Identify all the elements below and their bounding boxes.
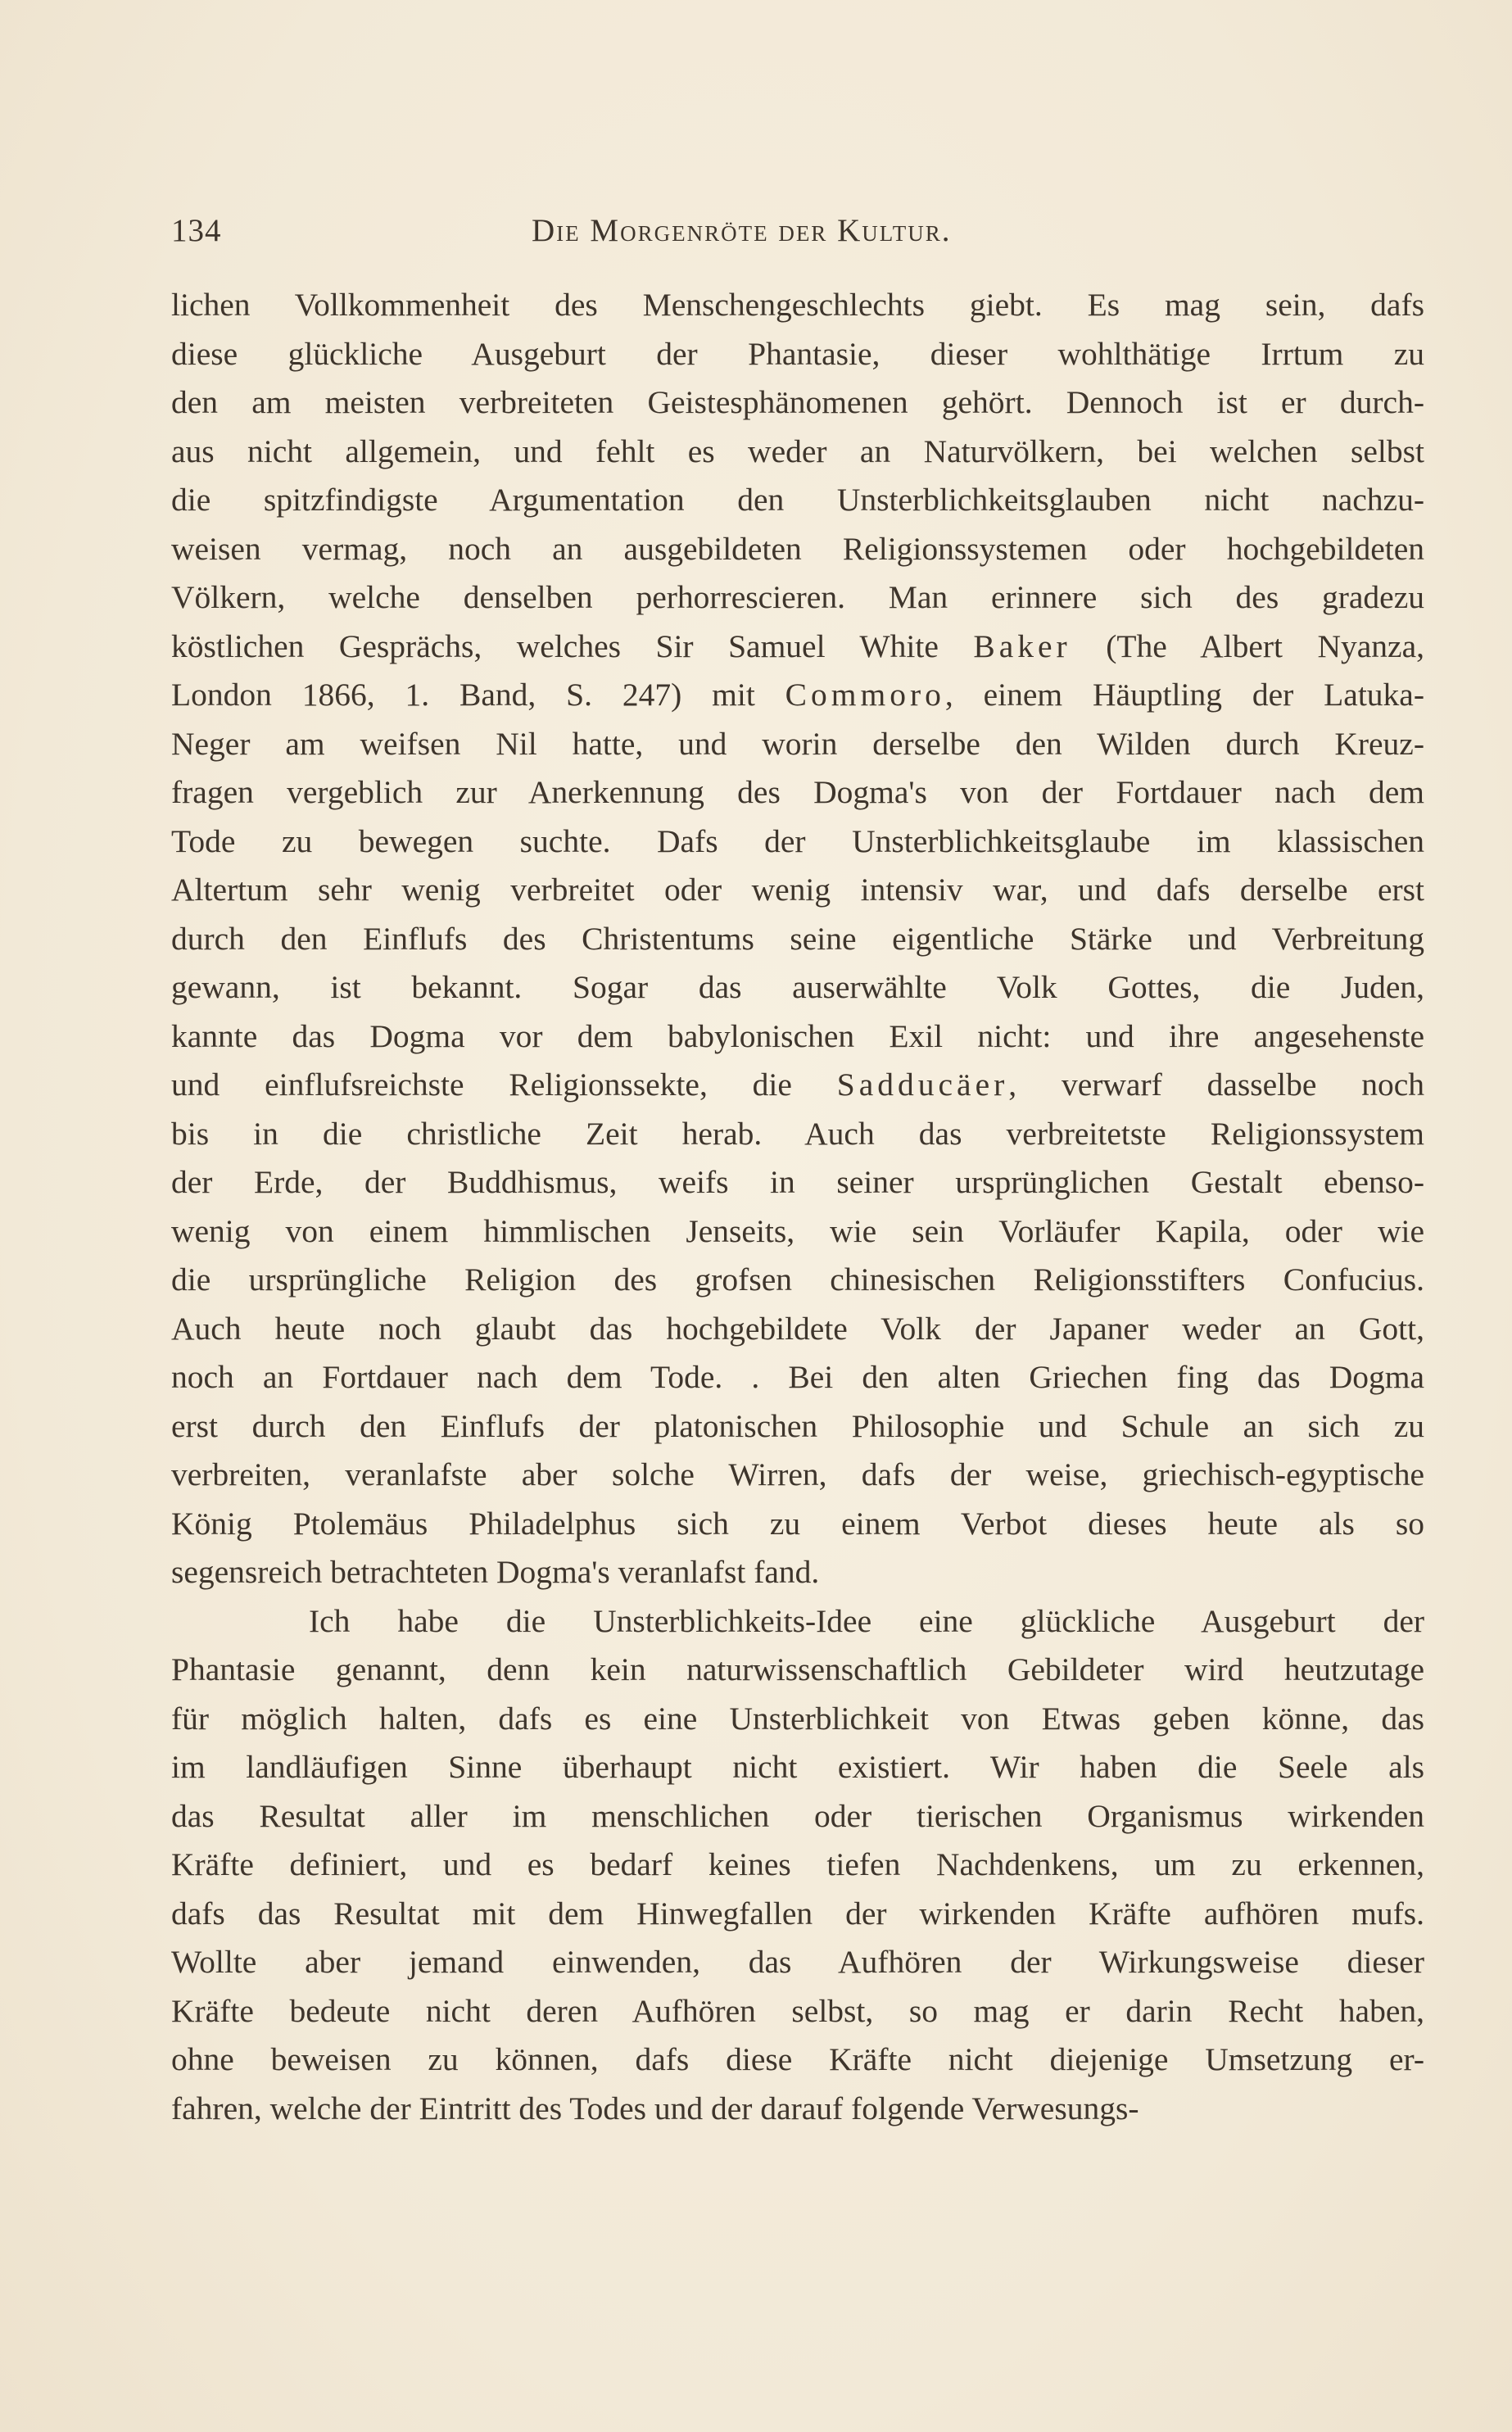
text-segment: ohne beweisen zu können, dafs diese Kräfte nicht diejenige Umsetzung er-: [171, 2041, 1424, 2077]
text-segment: weisen vermag, noch an ausgebildeten Religionssystemen oder hochgebildeten: [171, 530, 1424, 567]
text-segment: aus nicht allgemein, und fehlt es weder an Naturvölkern, bei welchen selbst: [171, 433, 1424, 469]
text-segment: fahren, welche der Eintritt des Todes und der darauf folgende Verwesungs-: [171, 2090, 1139, 2126]
text-segment: Ich habe die Unsterblichkeits-Idee eine glückliche Ausgeburt der: [309, 1602, 1424, 1639]
text-line: [171, 281, 1424, 330]
text-segment: Kräfte definiert, und es bedarf keines tiefen Nachdenkens, um zu erkennen,: [171, 1846, 1424, 1882]
text-segment: Wollte aber jemand einwenden, das Aufhören der Wirkungsweise dieser: [171, 1944, 1424, 1980]
page-header: [171, 206, 1424, 256]
text-segment: erst durch den Einflufs der platonischen Philosophie und Schule an sich zu: [171, 1407, 1424, 1444]
text-line: [171, 720, 1424, 769]
spaced-name: Baker: [973, 627, 1071, 664]
text-segment: Völkern, welche denselben perhorrescieren. Man erinnere sich des gradezu: [171, 579, 1424, 615]
text-line: [171, 1938, 1424, 1987]
text-line: [171, 1402, 1424, 1452]
text-line: [171, 2036, 1424, 2085]
text-line: [171, 1061, 1424, 1110]
text-segment: (The Albert Nyanza,: [1071, 627, 1424, 664]
text-line: [171, 1110, 1424, 1159]
running-title: Die Morgenröte der Kultur.: [532, 213, 952, 248]
text-line: [171, 1695, 1424, 1744]
text-segment: , verwarf dasselbe noch: [1008, 1067, 1424, 1103]
text-segment: im landläufigen Sinne überhaupt nicht existiert. Wir haben die Seele als: [171, 1749, 1424, 1785]
text-line: [171, 330, 1424, 379]
paragraph-2: [171, 1597, 1424, 2134]
text-line: [171, 1548, 1424, 1597]
text-line: [171, 1841, 1424, 1890]
text-line: [171, 1792, 1424, 1841]
text-segment: , einem Häuptling der Latuka-: [944, 677, 1424, 713]
text-segment: Altertum sehr wenig verbreitet oder wenig intensiv war, und dafs derselbe erst: [171, 872, 1424, 908]
text-line: [171, 623, 1424, 672]
text-segment: Tode zu bewegen suchte. Dafs der Unsterblichkeitsglaube im klassischen: [171, 822, 1424, 859]
text-segment: das Resultat aller im menschlichen oder tierischen Organismus wirkenden: [171, 1797, 1424, 1834]
text-segment: dafs das Resultat mit dem Hinwegfallen der wirkenden Kräfte aufhören mufs.: [171, 1895, 1424, 1932]
paragraph-1: [171, 281, 1424, 1597]
text-segment: Kräfte bedeute nicht deren Aufhören selbst, so mag er darin Recht haben,: [171, 1992, 1424, 2029]
spaced-name: Sadducäer: [836, 1067, 1009, 1103]
text-segment: gewann, ist bekannt. Sogar das auserwählte Volk Gottes, die Juden,: [171, 969, 1424, 1005]
text-segment: wenig von einem himmlischen Jenseits, wie sein Vorläufer Kapila, oder wie: [171, 1212, 1424, 1249]
text-line: [171, 1012, 1424, 1062]
text-line: [171, 1451, 1424, 1500]
text-segment: London 1866, 1. Band, S. 247) mit: [171, 677, 785, 713]
text-line: [171, 768, 1424, 817]
spaced-name: Commoro: [785, 677, 945, 713]
text-segment: lichen Vollkommenheit des Menschengeschlechts giebt. Es mag sein, dafs: [171, 287, 1424, 323]
text-line: [171, 1158, 1424, 1207]
body-text: [171, 281, 1424, 2133]
text-segment: bis in die christliche Zeit herab. Auch das verbreitetste Religionssystem: [171, 1115, 1424, 1152]
text-line: [171, 378, 1424, 428]
text-segment: Auch heute noch glaubt das hochgebildete Volk der Japaner weder an Gott,: [171, 1310, 1424, 1347]
page-number: 134: [171, 213, 222, 248]
text-line: [171, 866, 1424, 915]
text-line: [171, 915, 1424, 964]
text-line: [171, 1256, 1424, 1305]
text-line: [171, 2085, 1424, 2134]
text-segment: segensreich betrachteten Dogma's veranlafst fand.: [171, 1554, 820, 1590]
text-line: [171, 1597, 1424, 1646]
text-segment: die ursprüngliche Religion des grofsen chinesischen Religionsstifters Confucius.: [171, 1261, 1424, 1298]
text-segment: den am meisten verbreiteten Geistesphänomenen gehört. Dennoch ist er durch-: [171, 384, 1424, 420]
text-segment: köstlichen Gesprächs, welches Sir Samuel White: [171, 627, 974, 664]
text-line: [171, 1500, 1424, 1549]
text-line: [171, 671, 1424, 720]
text-segment: König Ptolemäus Philadelphus sich zu einem Verbot dieses heute als so: [171, 1505, 1424, 1542]
text-line: [171, 1646, 1424, 1695]
text-line: [171, 1987, 1424, 2036]
text-segment: der Erde, der Buddhismus, weifs in seiner ursprünglichen Gestalt ebenso-: [171, 1164, 1424, 1200]
text-line: [171, 1207, 1424, 1257]
text-segment: kannte das Dogma vor dem babylonischen Exil nicht: und ihre angesehenste: [171, 1017, 1424, 1054]
text-line: [171, 1305, 1424, 1354]
text-line: [171, 963, 1424, 1012]
text-line: [171, 1353, 1424, 1402]
text-segment: fragen vergeblich zur Anerkennung des Dogma's von der Fortdauer nach dem: [171, 774, 1424, 810]
text-segment: und einflufsreichste Religionssekte, die: [171, 1067, 837, 1103]
text-segment: für möglich halten, dafs es eine Unsterblichkeit von Etwas geben könne, das: [171, 1700, 1424, 1737]
text-line: [171, 428, 1424, 477]
text-segment: Phantasie genannt, denn kein naturwissenschaftlich Gebildeter wird heutzutage: [171, 1651, 1424, 1687]
text-line: [171, 573, 1424, 623]
text-segment: Neger am weifsen Nil hatte, und worin derselbe den Wilden durch Kreuz-: [171, 725, 1424, 762]
text-line: [171, 476, 1424, 525]
text-line: [171, 1890, 1424, 1939]
text-line: [171, 525, 1424, 574]
text-segment: diese glückliche Ausgeburt der Phantasie, dieser wohlthätige Irrtum zu: [171, 335, 1424, 372]
text-line: [171, 1743, 1424, 1792]
text-segment: noch an Fortdauer nach dem Tode. . Bei den alten Griechen fing das Dogma: [171, 1359, 1424, 1395]
text-line: [171, 817, 1424, 867]
text-segment: durch den Einflufs des Christentums seine eigentliche Stärke und Verbreitung: [171, 920, 1424, 957]
text-segment: die spitzfindigste Argumentation den Unsterblichkeitsglauben nicht nachzu-: [171, 482, 1424, 518]
text-segment: verbreiten, veranlafste aber solche Wirren, dafs der weise, griechisch-egyptische: [171, 1456, 1424, 1492]
